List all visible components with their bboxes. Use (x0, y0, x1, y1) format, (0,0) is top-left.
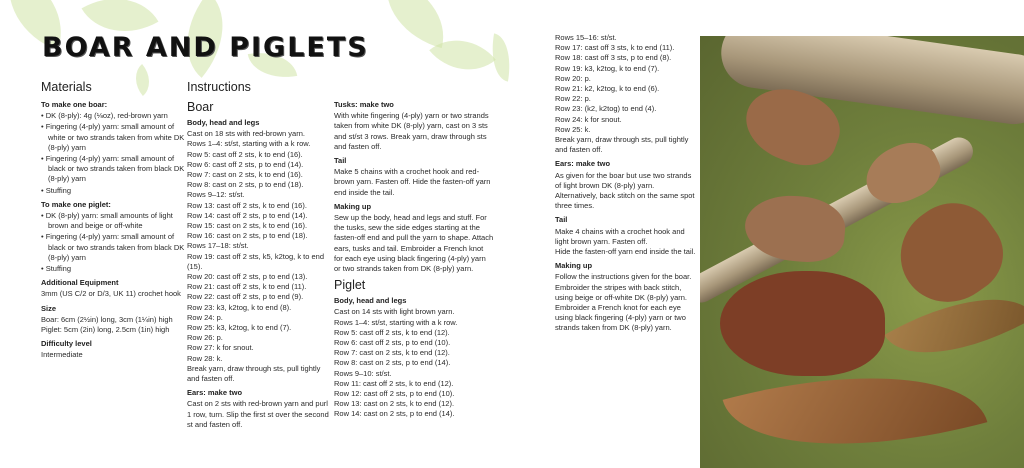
list-item: • Fingering (4-ply) yarn: small amount of black or two strands taken from black DK (8-ply) yarn (41, 154, 186, 185)
subheading: Making up (555, 261, 593, 271)
instruction-text: Row 12: cast off 2 sts, p to end (10). (334, 389, 455, 399)
instruction-text: Row 21: cast off 2 sts, k to end (11). (187, 282, 307, 292)
subheading: To make one piglet: (41, 199, 111, 209)
instruction-text: With white fingering (4-ply) yarn or two strands taken from white DK (8-ply) yarn, cast on 3 sts and st/st 3 rows. Break yarn, draw through sts and fasten off. (334, 111, 489, 151)
instruction-text: Row 22: cast off 2 sts, p to end (9). (187, 292, 304, 302)
instruction-text: Row 19: cast off 2 sts, k5, k2tog, k to end (15). (187, 251, 325, 271)
instruction-text: Piglet: 5cm (2in) long, 2.5cm (1in) high (41, 325, 170, 335)
instruction-text: Hide the fasten-off yarn end inside the tail. (555, 247, 696, 257)
instruction-text: Row 15: cast on 2 sts, k to end (16). (187, 221, 308, 231)
instruction-text: Row 5: cast off 2 sts, k to end (16). (187, 149, 303, 159)
subheading: Making up (334, 201, 372, 211)
instruction-text: Break yarn, draw through sts, pull tightly and fasten off. (187, 363, 321, 384)
instruction-text: Row 6: cast off 2 sts, p to end (10). (334, 338, 451, 348)
subheading: Size (41, 303, 57, 313)
subheading: Additional Equipment (41, 278, 119, 288)
instruction-text: Row 8: cast on 2 sts, p to end (14). (334, 358, 451, 368)
instruction-text: Row 28: k. (187, 353, 223, 363)
instruction-text: Cast on 2 sts with red-brown yarn and purl 1 row, turn. Slip the first st over the second st and fasten off. (187, 399, 329, 429)
instruction-text: Rows 15–16: st/st. (555, 33, 617, 42)
instruction-text: Row 27: k for snout. (187, 343, 254, 353)
instruction-text: Rows 1–4: st/st, starting with a k row. (334, 317, 458, 327)
instruction-text: Make 4 chains with a crochet hook and light brown yarn. Fasten off. (555, 226, 685, 246)
instruction-text: Boar: 6cm (2½in) long, 3cm (1¼in) high (41, 314, 173, 324)
instruction-text: Rows 9–12: st/st. (187, 190, 245, 200)
subheading: To make one boar: (41, 100, 108, 109)
instruction-text: Row 7: cast on 2 sts, k to end (12). (334, 348, 450, 358)
instruction-text: Row 6: cast off 2 sts, p to end (14). (187, 159, 304, 169)
instruction-text: Row 5: cast off 2 sts, k to end (12). (334, 327, 450, 337)
instruction-text: Make 5 chains with a crochet hook and red-brown yarn. Fasten off. Hide the fasten-off yarn end inside the tail. (334, 167, 491, 197)
instruction-text: Break yarn, draw through sts, pull tightly and fasten off. (555, 135, 689, 155)
instruction-text: Row 22: p. (555, 94, 591, 104)
page-title: BOAR AND PIGLETS (42, 32, 369, 63)
subheading: Body, head and legs (187, 118, 260, 127)
instruction-text: Row 26: p. (187, 333, 223, 343)
instruction-text: Rows 17–18: st/st. (187, 241, 249, 251)
list-item: • DK (8-ply) yarn: small amounts of light brown and beige or off-white (41, 211, 186, 231)
subheading: Ears: make two (187, 388, 243, 398)
list-item: • Stuffing (41, 264, 186, 274)
list-item: • DK (8-ply): 4g (⅛oz), red-brown yarn (41, 111, 186, 121)
instruction-text: Row 16: cast on 2 sts, p to end (18). (187, 231, 308, 241)
instruction-text: Row 19: k3, k2tog, k to end (7). (555, 63, 660, 73)
instruction-text: Row 24: k for snout. (555, 114, 622, 124)
subheading: Ears: make two (555, 159, 611, 169)
instruction-text: Cast on 14 sts with light brown yarn. (334, 307, 455, 317)
instruction-text: Row 11: cast off 2 sts, k to end (12). (334, 378, 454, 388)
instruction-text: Row 20: cast off 2 sts, p to end (13). (187, 272, 308, 282)
knitted-boar-and-piglets-photo (700, 36, 1024, 468)
instruction-text: Row 24: p. (187, 312, 223, 322)
materials-column (41, 80, 186, 361)
instruction-text: Row 21: k2, k2tog, k to end (6). (555, 84, 660, 94)
list-item: • Stuffing (41, 186, 186, 196)
instruction-text: 3mm (US C/2 or D/3, UK 11) crochet hook (41, 289, 181, 299)
instruction-text: Row 7: cast on 2 sts, k to end (16). (187, 170, 303, 180)
boar-instructions-column (187, 80, 332, 430)
instruction-text: Row 13: cast off 2 sts, k to end (16). (187, 200, 307, 210)
instruction-text: Row 18: cast off 3 sts, p to end (8). (555, 53, 672, 63)
instruction-text: Row 25: k. (555, 124, 591, 134)
subheading: Tail (334, 156, 347, 166)
instruction-text: Row 8: cast on 2 sts, p to end (18). (187, 180, 304, 190)
pattern-heading: Boar (187, 100, 214, 114)
section-heading: Instructions (187, 80, 251, 94)
list-item: • Fingering (4-ply) yarn: small amount of white or two strands taken from white DK (8-ply) yarn (41, 122, 186, 153)
instruction-text: Row 17: cast off 3 sts, k to end (11). (555, 43, 675, 53)
subheading: Body, head and legs (334, 296, 407, 306)
section-heading: Materials (41, 80, 92, 94)
boar-finishing-piglet-column (334, 100, 494, 420)
boar-figure (720, 271, 885, 376)
instruction-text: Follow the instructions given for the boar. Embroider the stripes with back stitch, using beige or off-white DK (8-ply) yarn. Embroider a French knot for each eye using black fingering (4-ply) yarn or two strands taken from DK (8-ply) yarn. (555, 272, 692, 333)
instruction-text: Rows 1–4: st/st, starting with a k row. (187, 139, 311, 149)
instruction-text: Row 13: cast on 2 sts, k to end (12). (334, 399, 455, 409)
list-item: • Fingering (4-ply) yarn: small amount of black or two strands taken from black DK (8-ply) yarn (41, 232, 186, 263)
instruction-text: Intermediate (41, 350, 83, 360)
instruction-text: Row 20: p. (555, 73, 591, 83)
instruction-text: Cast on 18 sts with red-brown yarn. (187, 129, 305, 139)
subheading: Difficulty level (41, 339, 92, 349)
subheading: Tail (555, 215, 568, 225)
instruction-text: Rows 9–10: st/st. (334, 368, 392, 378)
subheading: Tusks: make two (334, 100, 394, 109)
instruction-text: As given for the boar but use two strands of light brown DK (8-ply) yarn. Alternatively, back stitch on the same spot three times. (555, 170, 695, 211)
instruction-text: Row 23: k3, k2tog, k to end (8). (187, 302, 292, 312)
instruction-text: Row 23: (k2, k2tog) to end (4). (555, 104, 657, 114)
piglet-continued-column (555, 33, 697, 334)
pattern-heading: Piglet (334, 278, 366, 293)
instruction-text: Row 14: cast on 2 sts, p to end (14). (334, 409, 455, 419)
instruction-text: Sew up the body, head and legs and stuff. For the tusks, sew the side edges starting at the fasten-off end and pull the yarn to shape. Attach ears, tusks and tail. Embroider a French knot for each eye using black fingering (4-ply) yarn or two strands taken from DK (8-ply) yarn. (334, 213, 494, 274)
instruction-text: Row 25: k3, k2tog, k to end (7). (187, 323, 292, 333)
instruction-text: Row 14: cast off 2 sts, p to end (14). (187, 210, 308, 220)
